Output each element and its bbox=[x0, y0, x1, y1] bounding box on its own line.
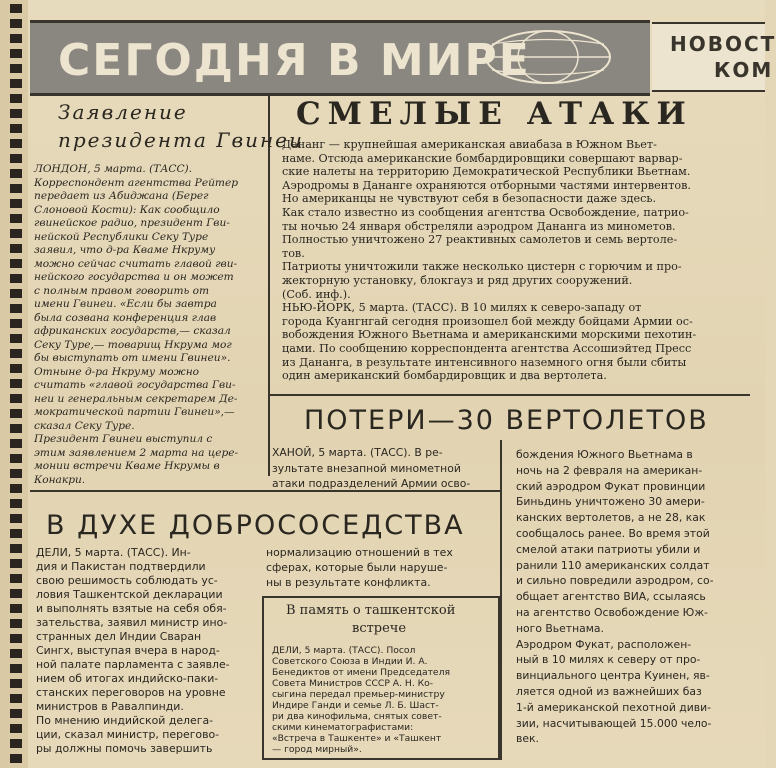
article-heading: Заявление bbox=[58, 100, 188, 124]
banner-side-line-1: НОВОСТ bbox=[670, 32, 776, 56]
text-line: можно сейчас считать главой гви- bbox=[34, 257, 238, 270]
text-line: канских вертолетов, а не 28, как bbox=[516, 511, 706, 525]
text-line: ночь на 2 февраля на американ- bbox=[516, 463, 703, 477]
text-line: Конакри. bbox=[34, 473, 86, 486]
text-line: Дананг — крупнейшая американская авиабаза в Южном Вьет- bbox=[282, 138, 657, 151]
text-line: ной палате парламента с заявле- bbox=[36, 658, 230, 671]
text-line: По мнению индийской делега- bbox=[36, 714, 214, 727]
text-line: — город мирный». bbox=[272, 744, 362, 755]
text-line: Слоновой Кости): Как сообщило bbox=[34, 203, 220, 216]
article-heading: президента Гвинеи bbox=[58, 128, 304, 152]
text-line: ляется одной из важнейших баз bbox=[516, 685, 702, 698]
article-heading: встрече bbox=[352, 621, 407, 636]
text-line: (Соб. инф.). bbox=[282, 287, 351, 301]
text-line: винциального центра Куинен, яв- bbox=[516, 669, 710, 683]
text-line: Корреспондент агентства Рейтер bbox=[34, 176, 239, 189]
text-line: свою решимость соблюдать ус- bbox=[36, 574, 218, 587]
text-line: тов. bbox=[282, 246, 305, 260]
text-line: ного Вьетнама. bbox=[516, 621, 604, 635]
text-line: ские налеты на территорию Демократической Республики Вьетнам. bbox=[282, 165, 691, 179]
text-line: ри два кинофильма, снятых совет- bbox=[272, 711, 442, 722]
text-line: нием об итогах индийско-паки- bbox=[36, 672, 219, 685]
text-line: 1-й американской пехотной диви- bbox=[516, 700, 712, 714]
text-line: общает агентство ВИА, ссылаясь bbox=[516, 590, 706, 604]
banner-title: СЕГОДНЯ В МИРЕ bbox=[58, 35, 531, 86]
text-line: Аэродром Фукат, расположен- bbox=[516, 637, 692, 651]
article-heading: СМЕЛЫЕ АТАКИ bbox=[296, 96, 693, 132]
text-line: ный в 10 милях к северу от про- bbox=[516, 653, 701, 667]
text-line: Патриоты уничтожили также несколько цистерн с горючим и про- bbox=[282, 260, 682, 274]
text-line: зультате внезапной минометной bbox=[272, 461, 461, 475]
text-line: бы выступать от имени Гвинеи». bbox=[34, 352, 231, 364]
article-heading: В ДУХЕ ДОБРОСОСЕДСТВА bbox=[46, 510, 465, 541]
text-line: сообщалось ранее. Во время этой bbox=[516, 527, 710, 540]
text-line: Сингх, выступая вчера в народ- bbox=[36, 644, 220, 657]
article-heading: В память о ташкентской bbox=[286, 603, 456, 618]
text-line: нейской Республики Секу Туре bbox=[34, 230, 209, 243]
text-line: на агентство Освобождение Юж- bbox=[516, 606, 708, 619]
text-line: мократической партии Гвинеи»,— bbox=[34, 406, 235, 418]
text-line: и выполнять взятые на себя обя- bbox=[36, 602, 227, 615]
text-line: ранили 110 американских солдат bbox=[516, 558, 710, 572]
text-line: Отныне д-ра Нкруму можно bbox=[34, 365, 200, 378]
text-line: НЬЮ-ЙОРК, 5 марта. (ТАСС). В 10 милях к северо-западу от bbox=[282, 301, 642, 315]
text-line: города Куангнгай сегодня произошел бой между бойцами Армии ос- bbox=[282, 314, 693, 328]
text-line: ЛОНДОН, 5 марта. (ТАСС). bbox=[34, 163, 193, 175]
text-line: с полным правом говорить от bbox=[34, 284, 210, 297]
text-line: Индире Ганди и семье Л. Б. Шаст- bbox=[272, 700, 439, 711]
text-line: Биньдинь уничтожено 30 амери- bbox=[516, 495, 705, 509]
text-line: сказал Секу Туре. bbox=[34, 419, 135, 432]
text-line: смелой атаки патриоты убили и bbox=[516, 542, 701, 556]
text-line: монии встречи Кваме Нкрумы в bbox=[34, 460, 220, 472]
text-line: неи и генеральным секретарем Де- bbox=[34, 392, 238, 405]
text-line: Секу Туре,— товарищ Нкрума мог bbox=[34, 338, 232, 351]
text-line: наме. Отсюда американские бомбардировщики совершают варвар- bbox=[282, 151, 683, 165]
text-line: один американский бомбардировщик и два вертолета. bbox=[282, 369, 607, 383]
text-line: Полностью уничтожено 27 реактивных самолетов и семь вертоле- bbox=[282, 233, 678, 247]
text-line: ДЕЛИ, 5 марта. (ТАСС). Посол bbox=[272, 645, 416, 656]
text-line: из Дананга, в результате интенсивного наземного огня были сбиты bbox=[282, 355, 687, 369]
text-line: «Встреча в Ташкенте» и «Ташкент bbox=[272, 733, 442, 744]
text-line: гвинейское радио, президент Гви- bbox=[34, 217, 230, 229]
text-line: ции, сказал министр, перегово- bbox=[36, 728, 220, 741]
text-line: нейского государства и он может bbox=[34, 271, 234, 283]
text-line: ры должны помочь завершить bbox=[36, 742, 213, 755]
text-line: была созвана конференция глав bbox=[34, 311, 217, 324]
text-line: ны в результате конфликта. bbox=[266, 576, 431, 589]
text-line: ХАНОЙ, 5 марта. (ТАСС). В ре- bbox=[272, 446, 443, 459]
text-line: ДЕЛИ, 5 марта. (ТАСС). Ин- bbox=[36, 546, 191, 559]
text-line: сферах, которые были наруше- bbox=[266, 561, 448, 574]
text-line: зательства, заявил министр ино- bbox=[36, 616, 228, 629]
text-line: заявил, что д-ра Кваме Нкруму bbox=[34, 244, 216, 256]
text-line: Советского Союза в Индии И. А. bbox=[272, 656, 428, 667]
globe-icon bbox=[478, 29, 618, 85]
text-line: имени Гвинеи. «Если бы завтра bbox=[34, 298, 217, 310]
text-line: считать «главой государства Гви- bbox=[34, 379, 236, 391]
banner-side-panel bbox=[652, 22, 776, 92]
text-line: странных дел Индии Сваран bbox=[36, 630, 202, 643]
text-line: сыгина передал премьер-министру bbox=[272, 689, 445, 700]
text-line: дия и Пакистан подтвердили bbox=[36, 560, 206, 573]
column-divider bbox=[268, 96, 270, 476]
section-divider bbox=[270, 394, 750, 396]
article-tashkent-box bbox=[262, 596, 500, 760]
text-line: Бенедиктов от имени Председателя bbox=[272, 667, 450, 678]
text-line: Как стало известно из сообщения агентства Освобождение, патрио- bbox=[282, 206, 689, 219]
banner-side-line-2: КОМ bbox=[714, 58, 774, 82]
text-line: Совета Министров СССР А. Н. Ко- bbox=[272, 678, 434, 689]
text-line: Президент Гвинеи выступил с bbox=[34, 433, 213, 445]
column-divider bbox=[500, 440, 502, 760]
text-line: цами. По сообщению корреспондента агентства Ассошиэйтед Пресс bbox=[282, 342, 692, 355]
text-line: нормализацию отношений в тех bbox=[266, 546, 453, 559]
text-line: бождения Южного Вьетнама в bbox=[516, 448, 693, 461]
text-line: вобождения Южного Вьетнама и американскими морскими пехотин- bbox=[282, 328, 697, 342]
text-line: зии, насчитывающей 15.000 чело- bbox=[516, 716, 712, 730]
text-line: Аэродромы в Дананге охраняются отборными частями интервентов. bbox=[282, 178, 691, 192]
text-line: и сильно повредили аэродром, со- bbox=[516, 574, 714, 588]
text-line: ловия Ташкентской декларации bbox=[36, 588, 223, 601]
text-line: атаки подразделений Армии осво- bbox=[272, 477, 471, 490]
text-line: век. bbox=[516, 732, 539, 746]
text-line: министров в Равалпинди. bbox=[36, 700, 184, 713]
text-line: африканских государств,— сказал bbox=[34, 325, 231, 337]
article-heading: ПОТЕРИ—30 ВЕРТОЛЕТОВ bbox=[304, 405, 709, 436]
section-banner bbox=[30, 20, 650, 96]
text-line: жекторную установку, блокгауз и ряд других сооружений. bbox=[282, 274, 633, 287]
text-line: ский аэродром Фукат провинции bbox=[516, 479, 706, 493]
perforation-strip bbox=[10, 4, 22, 764]
text-line: скими кинематографистами: bbox=[272, 722, 414, 733]
text-line: ты ночью 24 января обстреляли аэродром Дананга из минометов. bbox=[282, 219, 676, 233]
text-line: передает из Абиджана (Берег bbox=[34, 190, 209, 202]
text-line: этим заявлением 2 марта на цере- bbox=[34, 446, 239, 459]
text-line: Но американцы не чувствуют себя в безопасности даже здесь. bbox=[282, 192, 657, 206]
text-line: станских переговоров на уровне bbox=[36, 686, 226, 699]
